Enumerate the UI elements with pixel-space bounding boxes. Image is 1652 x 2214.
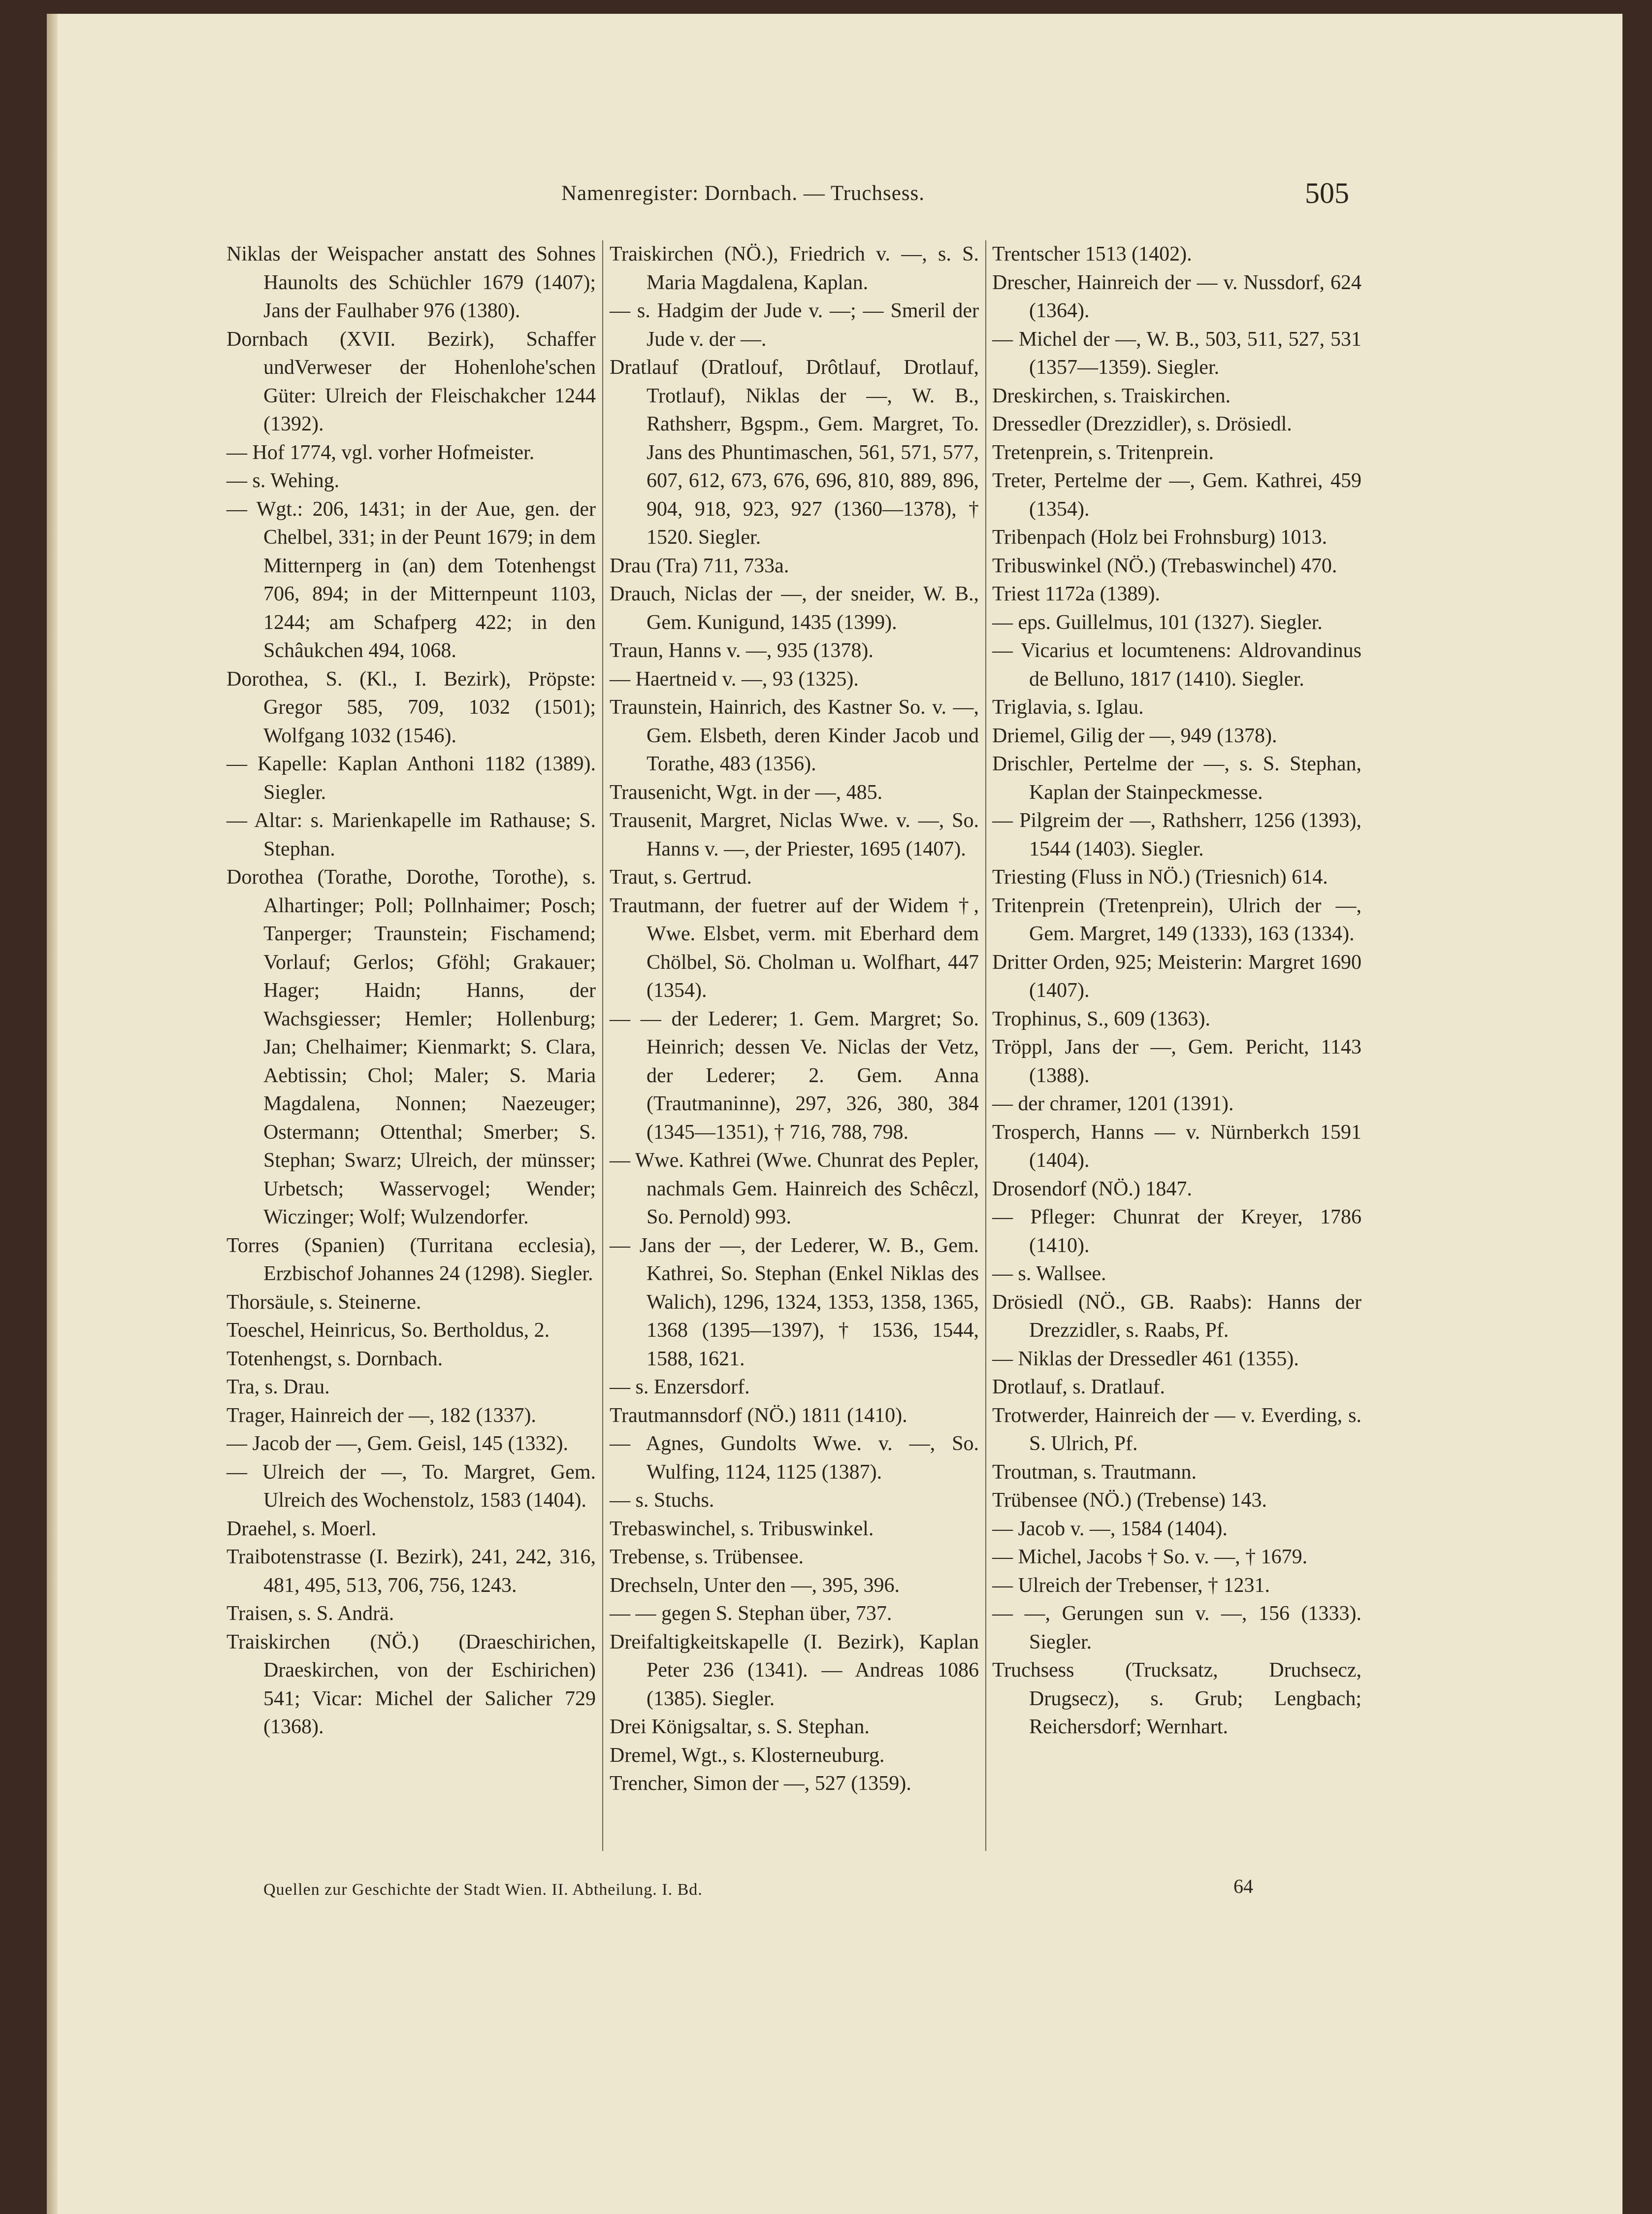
index-entry: Dremel, Wgt., s. Klosterneuburg. — [610, 1744, 885, 1767]
page-number: 505 — [1305, 177, 1349, 209]
index-entry: Traun, Hanns v. —, 935 (1378). — [610, 639, 874, 662]
index-entry: Drotlauf, s. Dratlauf. — [992, 1376, 1166, 1398]
book-page — [47, 14, 1622, 2214]
index-entry: Troutman, s. Trautmann. — [992, 1460, 1197, 1484]
index-entry: — Wwe. Kathrei (Wwe. Chunrat des Pepler, nachmals Gem. Hainreich des Schêczl, So. Pernold) 993. — [610, 1149, 979, 1228]
index-entry: Traiskirchen (NÖ.) (Draeschirichen, Draeskirchen, von der Eschirichen) 541; Vicar: Michel der Salicher 729 (1368). — [227, 1630, 596, 1738]
footer-sheet-number: 64 — [1233, 1875, 1253, 1897]
index-entry: Traiskirchen (NÖ.), Friedrich v. —, s. S. Maria Magdalena, Kaplan. — [610, 243, 979, 294]
column-rule-2 — [985, 240, 986, 1851]
index-entry: Trencher, Simon der —, 527 (1359). — [610, 1772, 911, 1795]
index-entry: Trager, Hainreich der —, 182 (1337). — [227, 1404, 536, 1427]
index-entry: — der chramer, 1201 (1391). — [992, 1092, 1234, 1115]
index-entry: — Vicarius et locumtenens: Aldrovandinus de Belluno, 1817 (1410). Siegler. — [992, 639, 1361, 691]
index-entry: — Haertneid v. —, 93 (1325). — [610, 667, 859, 691]
index-entry: — s. Hadgim der Jude v. —; — Smeril der Jude v. der —. — [610, 299, 979, 351]
index-entry: Trentscher 1513 (1402). — [992, 243, 1192, 265]
index-entry: Dressedler (Drezzidler), s. Drösiedl. — [992, 413, 1292, 435]
index-entry: Torres (Spanien) (Turritana ecclesia), Erzbischof Johannes 24 (1298). Siegler. — [227, 1234, 596, 1285]
index-entry: Drescher, Hainreich der — v. Nussdorf, 624 (1364). — [992, 271, 1361, 322]
index-entry: — s. Wehing. — [227, 469, 340, 492]
index-entry: Drosendorf (NÖ.) 1847. — [992, 1177, 1192, 1200]
index-entry: Drei Königsaltar, s. S. Stephan. — [610, 1716, 870, 1738]
index-entry: Drösiedl (NÖ., GB. Raabs): Hanns der Drezzidler, s. Raabs, Pf. — [992, 1290, 1361, 1342]
index-entry: Tritenprein (Tretenprein), Ulrich der —, Gem. Margret, 149 (1333), 163 (1334). — [992, 894, 1361, 945]
index-entry: Traut, s. Gertrud. — [610, 866, 752, 889]
index-entry: — Wgt.: 206, 1431; in der Aue, gen. der Chelbel, 331; in der Peunt 1679; in dem Mitternperg in (an) dem Totenhengst 706, 894; in der Mitternpeunt 1103, 1244; am Schafperg 422; in den Schâukchen 494, 1068. — [227, 497, 596, 662]
index-entry: Tribenpach (Holz bei Frohnsburg) 1013. — [992, 526, 1328, 549]
index-entry: Trophinus, S., 609 (1363). — [992, 1007, 1211, 1030]
index-entry: Drau (Tra) 711, 733a. — [610, 554, 789, 577]
index-entry: Totenhengst, s. Dornbach. — [227, 1347, 443, 1370]
index-entry: — Agnes, Gundolts Wwe. v. —, So. Wulfing, 1124, 1125 (1387). — [610, 1432, 979, 1484]
index-entry: Tretenprein, s. Tritenprein. — [992, 441, 1214, 464]
index-entry: — Ulreich der —, To. Margret, Gem. Ulreich des Wochenstolz, 1583 (1404). — [227, 1460, 596, 1512]
index-entry: — Jans der —, der Lederer, W. B., Gem. Kathrei, So. Stephan (Enkel Niklas des Walich), 1296, 1324, 1353, 1358, 1365, 1368 (1395—1397), † 1536, 1544, 1588, 1621. — [610, 1234, 979, 1370]
index-entry: Thorsäule, s. Steinerne. — [227, 1290, 421, 1314]
index-entry: Toeschel, Heinricus, So. Bertholdus, 2. — [227, 1319, 550, 1342]
index-entry: Dornbach (XVII. Bezirk), Schaffer undVerweser der Hohenlohe'schen Güter: Ulreich der Fleischakcher 1244 (1392). — [227, 328, 596, 435]
index-entry: — Altar: s. Marienkapelle im Rathause; S. Stephan. — [227, 809, 596, 860]
index-entry: — Kapelle: Kaplan Anthoni 1182 (1389). Siegler. — [227, 753, 596, 804]
index-entry: Dorothea, S. (Kl., I. Bezirk), Pröpste: Gregor 585, 709, 1032 (1501); Wolfgang 1032 (1546). — [227, 667, 596, 747]
running-head-title: Namenregister: Dornbach. — Truchsess. — [561, 182, 925, 205]
index-entry: Drischler, Pertelme der —, s. S. Stephan, Kaplan der Stainpeckmesse. — [992, 753, 1361, 804]
index-entry: Truchsess (Trucksatz, Druchsecz, Drugsecz), s. Grub; Lengbach; Reichersdorf; Wernhart. — [992, 1659, 1361, 1738]
index-entry: — —, Gerungen sun v. —, 156 (1333). Siegler. — [992, 1602, 1361, 1653]
index-entry: Triest 1172a (1389). — [992, 583, 1161, 605]
index-entry: — Pilgreim der —, Rathsherr, 1256 (1393), 1544 (1403). Siegler. — [992, 809, 1361, 860]
index-entry: Trebense, s. Trübensee. — [610, 1546, 804, 1568]
index-entry: Tribuswinkel (NÖ.) (Trebaswinchel) 470. — [992, 554, 1337, 577]
page-binding-edge — [47, 14, 58, 2214]
index-entry: Traisen, s. S. Andrä. — [227, 1602, 394, 1625]
index-entry: Drechseln, Unter den —, 395, 396. — [610, 1574, 900, 1597]
index-entry: Tröppl, Jans der —, Gem. Pericht, 1143 (1388). — [992, 1036, 1361, 1087]
index-entry: Drauch, Niclas der —, der sneider, W. B., Gem. Kunigund, 1435 (1399). — [610, 583, 979, 634]
index-column-1 — [227, 240, 596, 1742]
footer-source-line: Quellen zur Geschichte der Stadt Wien. II. Abtheilung. I. Bd. — [263, 1881, 703, 1899]
index-entry: Triglavia, s. Iglau. — [992, 696, 1144, 719]
index-entry: Trausenicht, Wgt. in der —, 485. — [610, 781, 883, 804]
index-entry: — Hof 1774, vgl. vorher Hofmeister. — [227, 441, 535, 464]
index-entry: — Ulreich der Trebenser, † 1231. — [992, 1574, 1270, 1597]
index-entry: Driemel, Gilig der —, 949 (1378). — [992, 724, 1277, 747]
index-entry: Trotwerder, Hainreich der — v. Everding, s. S. Ulrich, Pf. — [992, 1404, 1361, 1455]
index-entry: — s. Stuchs. — [610, 1489, 714, 1512]
index-entry: — s. Enzersdorf. — [610, 1376, 750, 1398]
index-entry: Dratlauf (Dratlouf, Drôtlauf, Drotlauf, Trotlauf), Niklas der —, W. B., Rathsherr, Bgspm., Gem. Margret, To. Jans des Phuntimaschen, 561, 571, 577, 607, 612, 673, 676, 696, 810, 889, 896, 904, 918, 923, 927 (1360—1378), † 1520. Siegler. — [610, 356, 979, 549]
column-rule-1 — [602, 240, 603, 1851]
index-column-2 — [610, 240, 979, 1798]
index-entry: — Niklas der Dressedler 461 (1355). — [992, 1347, 1299, 1370]
index-entry: Triesting (Fluss in NÖ.) (Triesnich) 614. — [992, 866, 1328, 889]
index-entry: — Jacob v. —, 1584 (1404). — [992, 1517, 1228, 1540]
index-entry: Traunstein, Hainrich, des Kastner So. v. —, Gem. Elsbeth, deren Kinder Jacob und Torathe, 483 (1356). — [610, 696, 979, 775]
index-entry: Tra, s. Drau. — [227, 1376, 330, 1398]
index-entry: — — der Lederer; 1. Gem. Margret; So. Heinrich; dessen Ve. Niclas der Vetz, der Lederer; 2. Gem. Anna (Trautmaninne), 297, 326, 380, 384 (1345—1351), † 716, 788, 798. — [610, 1007, 979, 1144]
index-entry: Traibotenstrasse (I. Bezirk), 241, 242, 316, 481, 495, 513, 706, 756, 1243. — [227, 1546, 596, 1597]
index-entry: Trübensee (NÖ.) (Trebense) 143. — [992, 1489, 1267, 1512]
index-entry: — Jacob der —, Gem. Geisl, 145 (1332). — [227, 1432, 569, 1455]
index-entry: Trautmannsdorf (NÖ.) 1811 (1410). — [610, 1404, 907, 1427]
index-entry: Niklas der Weispacher anstatt des Sohnes Haunolts des Schüchler 1679 (1407); Jans der Faulhaber 976 (1380). — [227, 243, 596, 322]
index-entry: Dorothea (Torathe, Dorothe, Torothe), s. Alhartinger; Poll; Pollnhaimer; Posch; Tanperger; Traunstein; Fischamend; Vorlauf; Gerlos; Gföhl; Grakauer; Hager; Haidn; Hanns, der Wachsgiesser; Hemler; Hollenburg; Jan; Chelhaimer; Kienmarkt; S. Clara, Aebtissin; Chol; Maler; S. Maria Magdalena, Nonnen; Naezeuger; Ostermann; Ottenthal; Smerber; S. Stephan; Swarz; Ulreich, der münsser; Urbetsch; Wasservogel; Wender; Wiczinger; Wolf; Wulzendorfer. — [227, 866, 596, 1228]
index-entry: — Pfleger: Chunrat der Kreyer, 1786 (1410). — [992, 1206, 1361, 1257]
index-entry: — Michel der —, W. B., 503, 511, 527, 531 (1357—1359). Siegler. — [992, 328, 1361, 379]
index-entry: — Michel, Jacobs † So. v. —, † 1679. — [992, 1546, 1308, 1568]
index-entry: — s. Wallsee. — [992, 1262, 1106, 1285]
index-entry: Trebaswinchel, s. Tribuswinkel. — [610, 1517, 874, 1540]
index-entry: Draehel, s. Moerl. — [227, 1517, 377, 1540]
index-entry: — eps. Guillelmus, 101 (1327). Siegler. — [992, 611, 1323, 634]
index-column-3 — [992, 240, 1361, 1742]
index-entry: Trosperch, Hanns — v. Nürnberkch 1591 (1404). — [992, 1121, 1361, 1172]
running-header — [47, 176, 1622, 216]
index-entry: Dritter Orden, 925; Meisterin: Margret 1690 (1407). — [992, 951, 1361, 1002]
index-entry: Treter, Pertelme der —, Gem. Kathrei, 459 (1354). — [992, 469, 1361, 521]
index-entry: Trautmann, der fuetrer auf der Widem †, Wwe. Elsbet, verm. mit Eberhard dem Chölbel, Sö. Cholman u. Wolfhart, 447 (1354). — [610, 894, 979, 1002]
index-entry: Trausenit, Margret, Niclas Wwe. v. —, So. Hanns v. —, der Priester, 1695 (1407). — [610, 809, 979, 860]
index-entry: — — gegen S. Stephan über, 737. — [610, 1602, 892, 1625]
index-entry: Dreskirchen, s. Traiskirchen. — [992, 384, 1231, 407]
index-entry: Dreifaltigkeitskapelle (I. Bezirk), Kaplan Peter 236 (1341). — Andreas 1086 (1385). Siegler. — [610, 1630, 979, 1710]
